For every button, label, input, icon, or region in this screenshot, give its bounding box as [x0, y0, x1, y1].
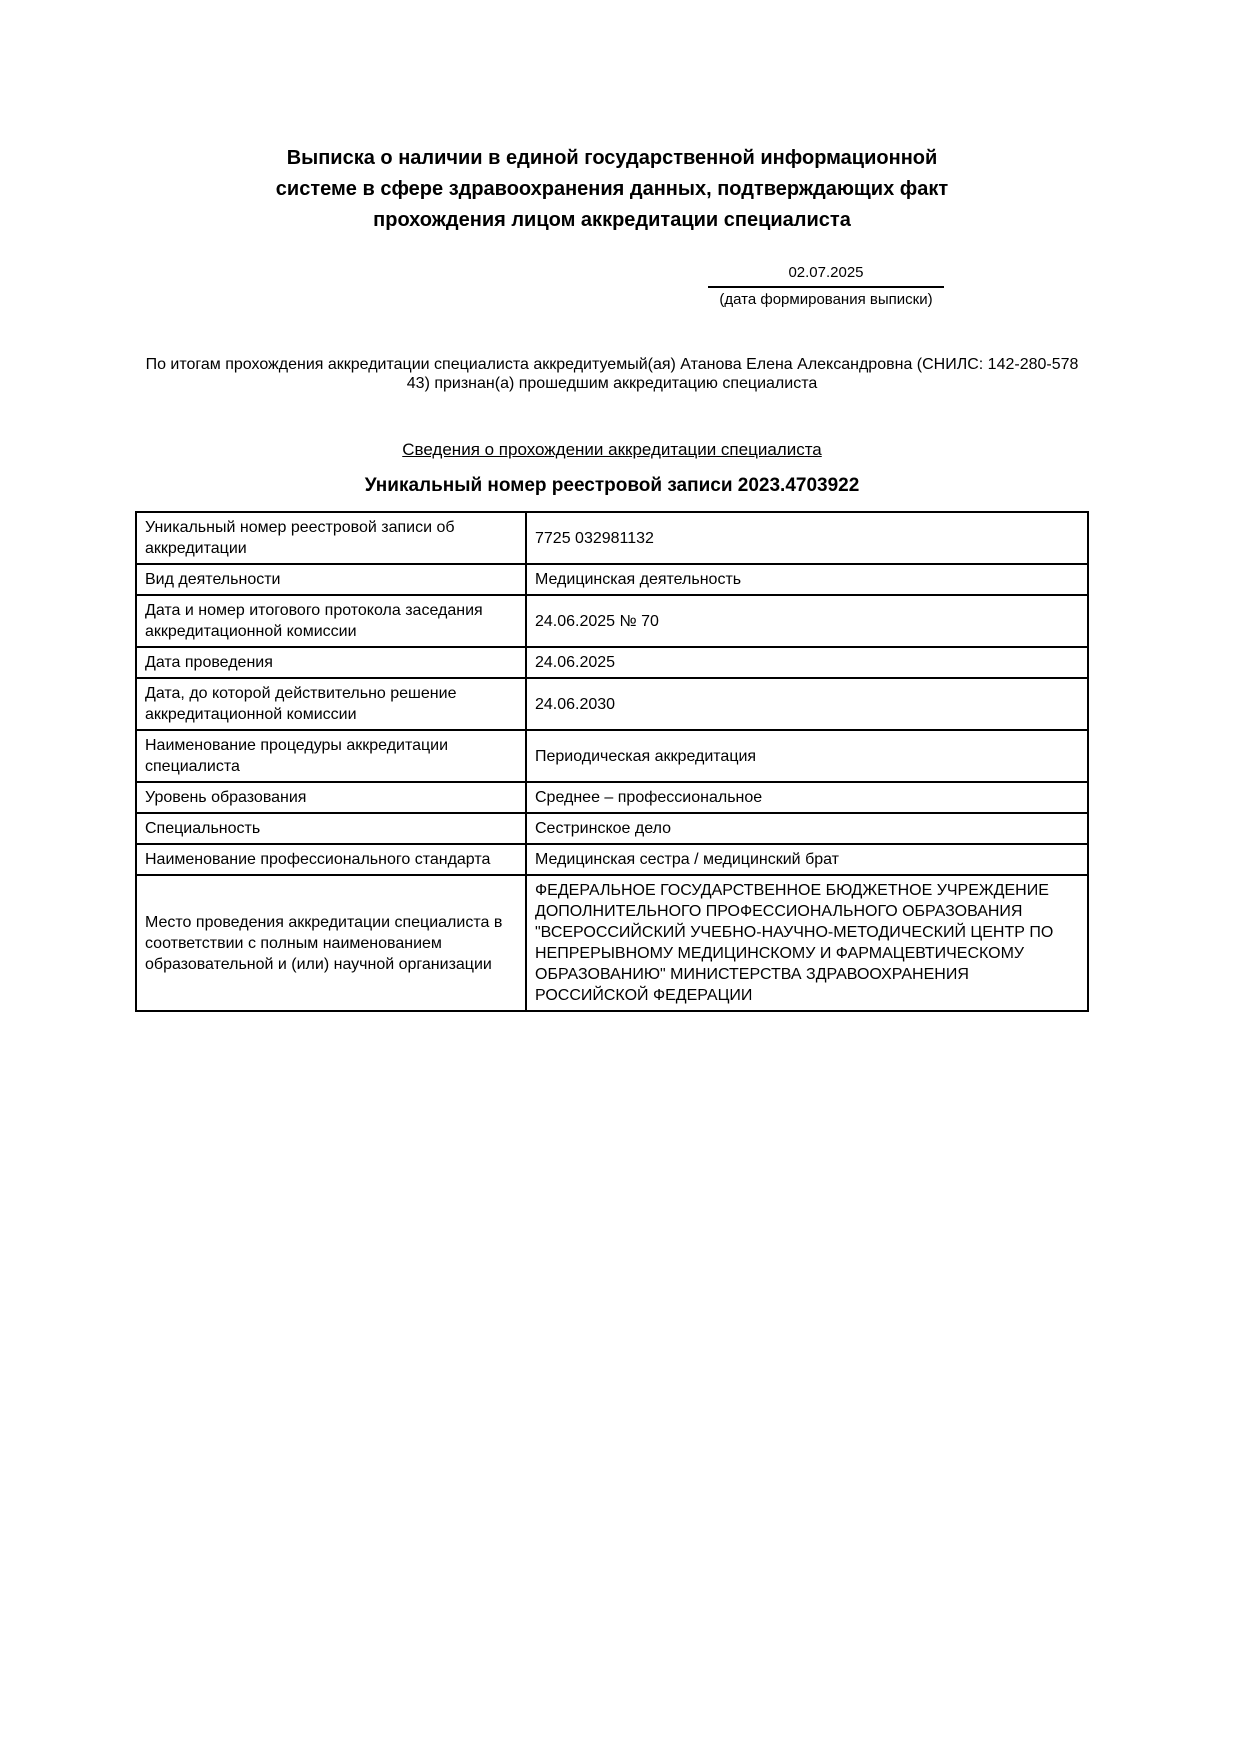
- extract-date-block: [708, 264, 944, 309]
- table-row: [136, 512, 1088, 564]
- row-value: 24.06.2030: [526, 678, 1088, 730]
- table-row: [136, 844, 1088, 875]
- table-row: [136, 564, 1088, 595]
- intro-paragraph: [135, 355, 1089, 393]
- table-row: [136, 647, 1088, 678]
- row-label: Уникальный номер реестровой записи об аккредитации: [136, 512, 526, 564]
- row-value: 24.06.2025 № 70: [526, 595, 1088, 647]
- row-label: Место проведения аккредитации специалиста в соответствии с полным наименованием образовательной и (или) научной организации: [136, 875, 526, 1011]
- row-value: Сестринское дело: [526, 813, 1088, 844]
- document-title: [135, 143, 1089, 236]
- row-value: Медицинская деятельность: [526, 564, 1088, 595]
- row-label: Специальность: [136, 813, 526, 844]
- row-label: Уровень образования: [136, 782, 526, 813]
- row-value: Медицинская сестра / медицинский брат: [526, 844, 1088, 875]
- table-row: [136, 782, 1088, 813]
- row-value: 24.06.2025: [526, 647, 1088, 678]
- table-row: [136, 730, 1088, 782]
- registry-number-heading: Уникальный номер реестровой записи 2023.4703922: [364, 475, 860, 496]
- extract-date: 02.07.2025: [708, 264, 944, 288]
- row-value: 7725 032981132: [526, 512, 1088, 564]
- row-value: ФЕДЕРАЛЬНОЕ ГОСУДАРСТВЕННОЕ БЮДЖЕТНОЕ УЧРЕЖДЕНИЕ ДОПОЛНИТЕЛЬНОГО ПРОФЕССИОНАЛЬНОГО ОБРАЗОВАНИЯ "ВСЕРОССИЙСКИЙ УЧЕБНО-НАУЧНО-МЕТОДИЧЕСКИЙ ЦЕНТР ПО НЕПРЕРЫВНОМУ МЕДИЦИНСКОМУ И ФАРМАЦЕВТИЧЕСКОМУ ОБРАЗОВАНИЮ" МИНИСТЕРСТВА ЗДРАВООХРАНЕНИЯ РОССИЙСКОЙ ФЕДЕРАЦИИ: [526, 875, 1088, 1011]
- row-label: Дата, до которой действительно решение аккредитационной комиссии: [136, 678, 526, 730]
- table-row: [136, 678, 1088, 730]
- extract-date-caption: (дата формирования выписки): [719, 291, 933, 308]
- document-title-line: Выписка о наличии в единой государственной информационной: [286, 147, 938, 169]
- row-label: Наименование профессионального стандарта: [136, 844, 526, 875]
- row-value: Периодическая аккредитация: [526, 730, 1088, 782]
- document-title-line: прохождения лицом аккредитации специалиста: [373, 209, 851, 231]
- accreditation-table: [135, 511, 1089, 1012]
- intro-paragraph-line: 43) признан(а) прошедшим аккредитацию специалиста: [406, 375, 818, 392]
- intro-paragraph-line: По итогам прохождения аккредитации специалиста аккредитуемый(ая) Атанова Елена Александровна (СНИЛС: 142-280-578: [145, 356, 1079, 373]
- row-value: Среднее – профессиональное: [526, 782, 1088, 813]
- row-label: Дата проведения: [136, 647, 526, 678]
- document-title-line: системе в сфере здравоохранения данных, подтверждающих факт: [275, 178, 949, 200]
- table-row: [136, 813, 1088, 844]
- section-heading: Сведения о прохождении аккредитации специалиста: [402, 440, 822, 459]
- table-row: [136, 595, 1088, 647]
- row-label: Наименование процедуры аккредитации специалиста: [136, 730, 526, 782]
- row-label: Дата и номер итогового протокола заседания аккредитационной комиссии: [136, 595, 526, 647]
- row-label: Вид деятельности: [136, 564, 526, 595]
- table-row: [136, 875, 1088, 1011]
